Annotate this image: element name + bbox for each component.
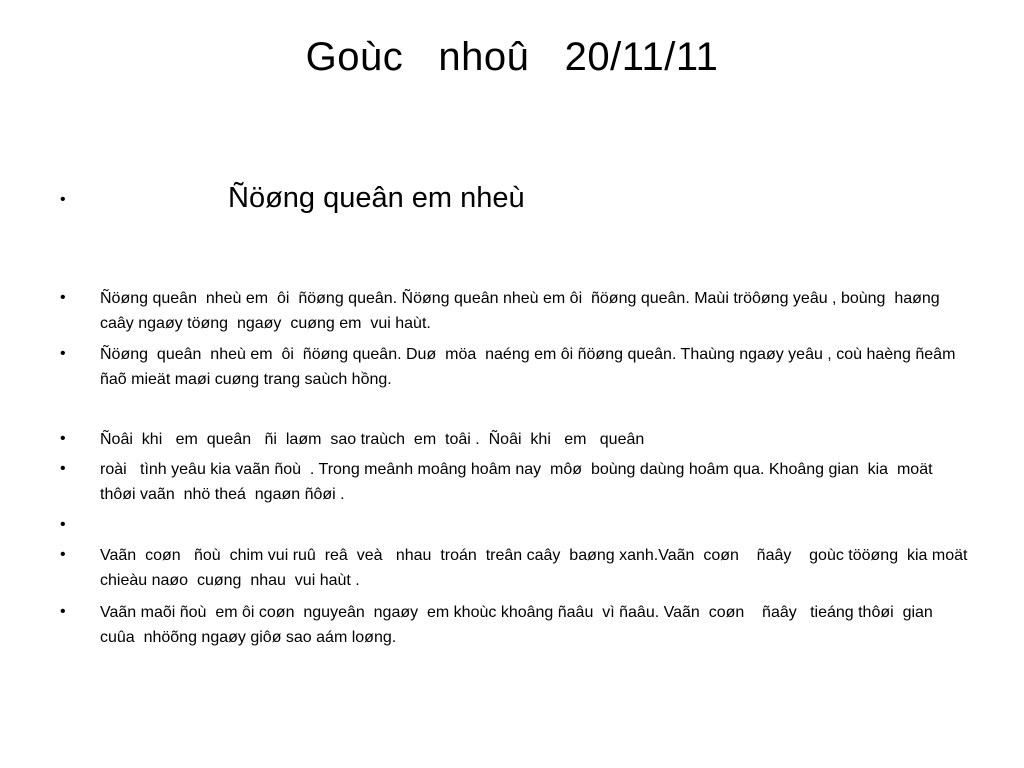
bullet-dot: • — [60, 546, 66, 563]
slide-title: Goùc nhoû 20/11/11 — [305, 35, 719, 79]
bullet-text: Ñöøng queân nheù em ôi ñöøng queân. Ñöøng queân nheù em ôi ñöøng queân. Maùi tröôøng yeâu , boùng haøng caây ngaøy töøng ngaøy cuøng em vui haùt. — [100, 290, 949, 332]
bullet-dot: • — [60, 516, 66, 533]
bullet-dot: • — [60, 345, 66, 362]
bullet-text: Ñoâi khi em queân ñi laøm sao traùch em toâi . Ñoâi khi em queân — [100, 431, 645, 448]
bullet-text: roài tình yeâu kia vaãn ñoù . Trong meânh moâng hoâm nay môø boùng daùng hoâm qua. Khoâng gian kia moät thôøi vaãn nhö theá ngaøn ñôøi . — [100, 461, 937, 503]
bullet-heading-text: Ñöøng queân em nheù — [228, 182, 525, 214]
bullet-text: Vaãn maõi ñoù em ôi coøn nguyeân ngaøy em khoùc khoâng ñaâu vì ñaâu. Vaãn coøn ñaây tieáng thôøi gian cuûa nhöõng ngaøy giôø sao aám loøng. — [100, 604, 942, 646]
bullet-dot: • — [60, 289, 66, 306]
bullet-dot: • — [60, 603, 66, 620]
bullet-text: Vaãn coøn ñoù chim vui ruû reâ veà nhau troán treân caây baøng xanh.Vaãn coøn ñaây goùc tööøng kia moät chieàu naøo cuøng nhau vui haùt . — [100, 547, 981, 589]
bullet-dot: • — [60, 191, 66, 208]
bullet-dot: • — [60, 460, 66, 477]
bullet-dot: • — [60, 430, 66, 447]
bullet-text: Ñöøng queân nheù em ôi ñöøng queân. Duø möa naéng em ôi ñöøng queân. Thaùng ngaøy yeâu , coù haèng ñeâm ñaõ mieät maøi cuøng trang saùch hồng. — [100, 346, 960, 388]
